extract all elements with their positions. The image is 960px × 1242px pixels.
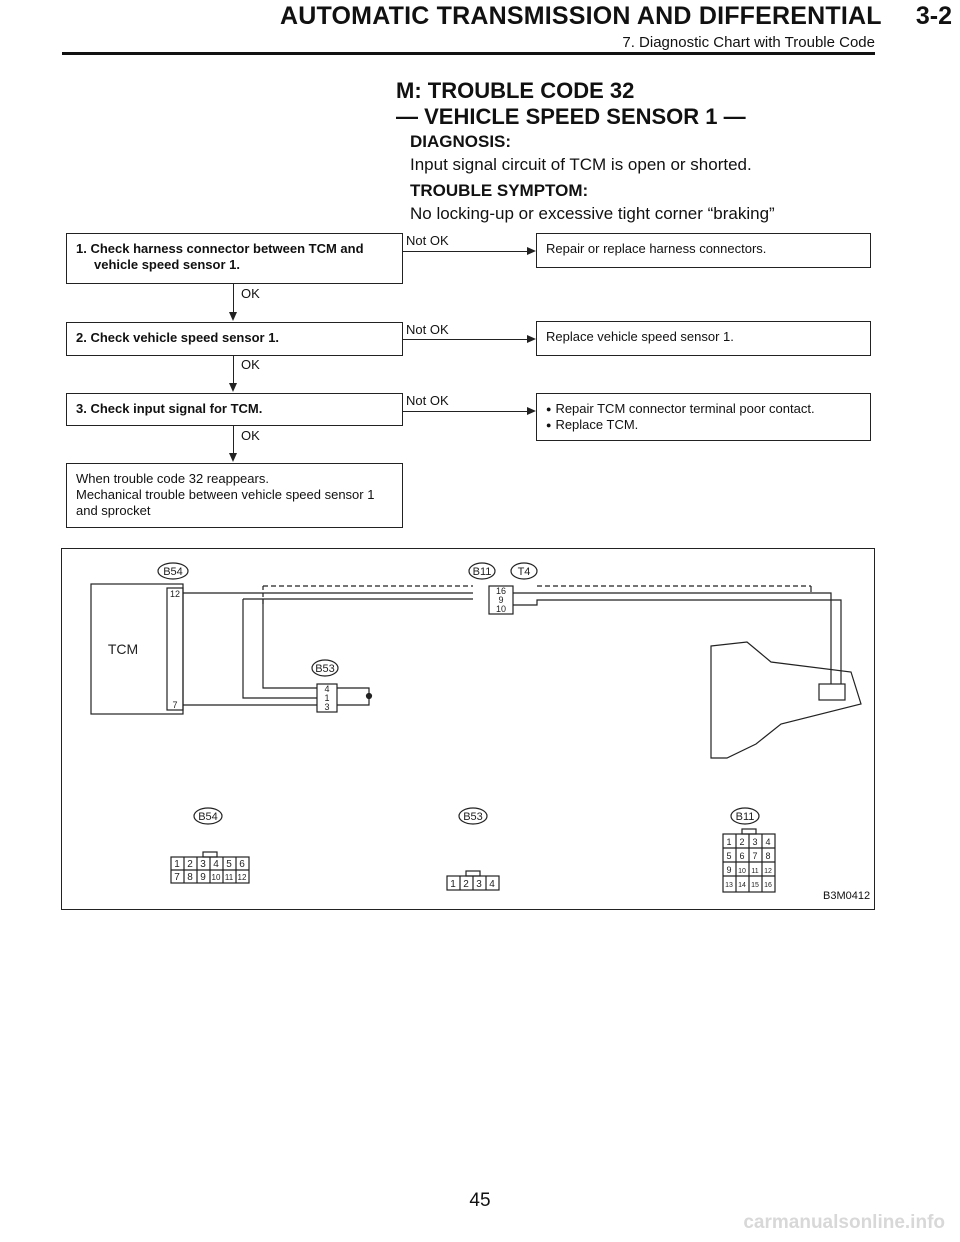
step-2-box	[66, 322, 403, 356]
b11-face-pin: 13	[725, 882, 733, 889]
b54-face-pin: 8	[187, 872, 193, 883]
b11-face-pin: 16	[764, 882, 772, 889]
step-3-not-ok-arrow	[527, 407, 536, 415]
step-3-not-ok-line	[403, 411, 527, 412]
remedy-1-box	[536, 233, 871, 268]
b11-pin-16: 16	[495, 586, 507, 596]
final-line-2: Mechanical trouble between vehicle speed sensor 1	[76, 487, 375, 502]
step-3-text: 3. Check input signal for TCM.	[76, 401, 263, 416]
symptom-text: No locking-up or excessive tight corner “braking”	[410, 204, 775, 223]
b11-face-pin: 2	[739, 837, 745, 847]
b54-face-pin: 10	[211, 873, 221, 882]
page-number: 45	[469, 1190, 491, 1211]
step-1-not-ok-arrow	[527, 247, 536, 255]
b53-face-latch	[466, 871, 480, 876]
step-2-not-ok-label: Not OK	[406, 322, 449, 337]
wire-b53-outer	[243, 599, 317, 698]
trouble-code-title	[396, 78, 746, 130]
b11-face-pin: 10	[738, 868, 746, 875]
b11-face-pin: 15	[751, 882, 759, 889]
b11-pin-10: 10	[495, 604, 507, 614]
b54-face-latch	[203, 852, 217, 857]
step-1-text-line-2: vehicle speed sensor 1.	[94, 257, 240, 272]
remedy-3-item-1: ● Repair TCM connector terminal poor contact.	[546, 401, 861, 417]
symptom-label: TROUBLE SYMPTOM:	[410, 181, 589, 200]
b54-face-label: B54	[198, 811, 218, 823]
b53-pin-1: 1	[324, 693, 330, 703]
b11-pin-9: 9	[498, 595, 504, 605]
tcm-pin-7: 7	[172, 700, 178, 710]
b54-connector-strip	[167, 588, 183, 710]
b53-jumper	[337, 688, 369, 705]
b11-face-label: B11	[735, 811, 755, 823]
final-result-box	[66, 463, 403, 528]
b11-face-pin: 12	[764, 868, 772, 875]
wire-to-sensor-b	[513, 600, 841, 684]
remedy-3-box	[536, 393, 871, 441]
b54-face-pin: 4	[213, 859, 219, 870]
b11-face-pin: 8	[765, 851, 771, 861]
b53-face-pin: 1	[450, 879, 456, 890]
tcm-pin-12: 12	[169, 589, 181, 599]
watermark: carmanualsonline.info	[743, 1212, 945, 1233]
b11-face-pin: 7	[752, 851, 758, 861]
title-line-1: M: TROUBLE CODE 32	[396, 78, 635, 103]
b54-face-pin: 3	[200, 859, 206, 870]
b53-face-pin: 4	[489, 879, 495, 890]
header-rule	[62, 52, 875, 55]
b11-face-pin: 9	[726, 865, 732, 875]
t4-label: T4	[517, 566, 531, 578]
step-1-box	[66, 233, 403, 284]
b54-label: B54	[163, 566, 183, 578]
b54-face-pin: 12	[237, 873, 247, 882]
b54-face-pin: 5	[226, 859, 232, 870]
diagnosis-text: Input signal circuit of TCM is open or shorted.	[410, 155, 752, 174]
section-number: 3-2	[915, 2, 952, 30]
header-title: AUTOMATIC TRANSMISSION AND DIFFERENTIAL	[280, 2, 882, 30]
b11-face-latch	[742, 829, 756, 834]
b11-face-pin: 11	[751, 868, 759, 875]
remedy-2-box	[536, 321, 871, 356]
remedy-1-text: Repair or replace harness connectors.	[546, 241, 767, 256]
title-line-2: — VEHICLE SPEED SENSOR 1 —	[396, 104, 746, 129]
step-1-not-ok-line	[403, 251, 527, 252]
step-3-not-ok-label: Not OK	[406, 393, 449, 408]
b11-face-pin: 3	[752, 837, 758, 847]
wiring-diagram	[61, 548, 875, 910]
b54-face-pin: 11	[224, 873, 234, 882]
tcm-label: TCM	[107, 641, 139, 657]
final-line-1: When trouble code 32 reappears.	[76, 471, 269, 486]
step-3-ok-line	[233, 426, 234, 453]
b54-face-pin: 1	[174, 859, 180, 870]
step-2-ok-label: OK	[241, 357, 260, 372]
speed-sensor-1	[819, 684, 845, 700]
step-1-text-line-1: 1. Check harness connector between TCM and	[76, 241, 364, 256]
wire-to-sensor-a	[513, 593, 831, 684]
final-line-3: and sprocket	[76, 503, 151, 518]
b53-pin-3: 3	[324, 702, 330, 712]
step-3-ok-arrow	[229, 453, 237, 462]
b53-pin-4: 4	[324, 684, 330, 694]
step-2-ok-line	[233, 356, 234, 383]
b53-label: B53	[315, 663, 335, 675]
b53-face-pin: 2	[463, 879, 469, 890]
b54-face-pin: 2	[187, 859, 193, 870]
b54-face-pin: 6	[239, 859, 245, 870]
b11-face-pin: 14	[738, 882, 746, 889]
b11-face-pin: 5	[726, 851, 732, 861]
diagnosis-label: DIAGNOSIS:	[410, 132, 512, 151]
step-2-not-ok-line	[403, 339, 527, 340]
step-3-ok-label: OK	[241, 428, 260, 443]
b11-face-pin: 4	[765, 837, 771, 847]
b54-face-pin: 7	[174, 872, 180, 883]
b11-label: B11	[472, 566, 492, 578]
b53-face-label: B53	[463, 811, 483, 823]
b11-face-pin: 1	[726, 837, 732, 847]
b53-junction	[367, 694, 372, 699]
wire-b53-inner	[263, 599, 317, 688]
step-1-not-ok-label: Not OK	[406, 233, 449, 248]
b54-face-pin: 9	[200, 872, 206, 883]
step-3-box	[66, 393, 403, 426]
step-1-ok-arrow	[229, 312, 237, 321]
b53-face-pin: 3	[476, 879, 482, 890]
remedy-3-item-2: ● Replace TCM.	[546, 417, 861, 433]
step-2-ok-arrow	[229, 383, 237, 392]
step-2-not-ok-arrow	[527, 335, 536, 343]
header-subtitle: 7. Diagnostic Chart with Trouble Code	[622, 34, 875, 51]
step-1-ok-line	[233, 284, 234, 312]
figure-code: B3M0412	[823, 890, 871, 902]
remedy-2-text: Replace vehicle speed sensor 1.	[546, 329, 734, 344]
step-2-text: 2. Check vehicle speed sensor 1.	[76, 330, 280, 345]
step-1-ok-label: OK	[241, 286, 260, 301]
b11-face-pin: 6	[739, 851, 745, 861]
